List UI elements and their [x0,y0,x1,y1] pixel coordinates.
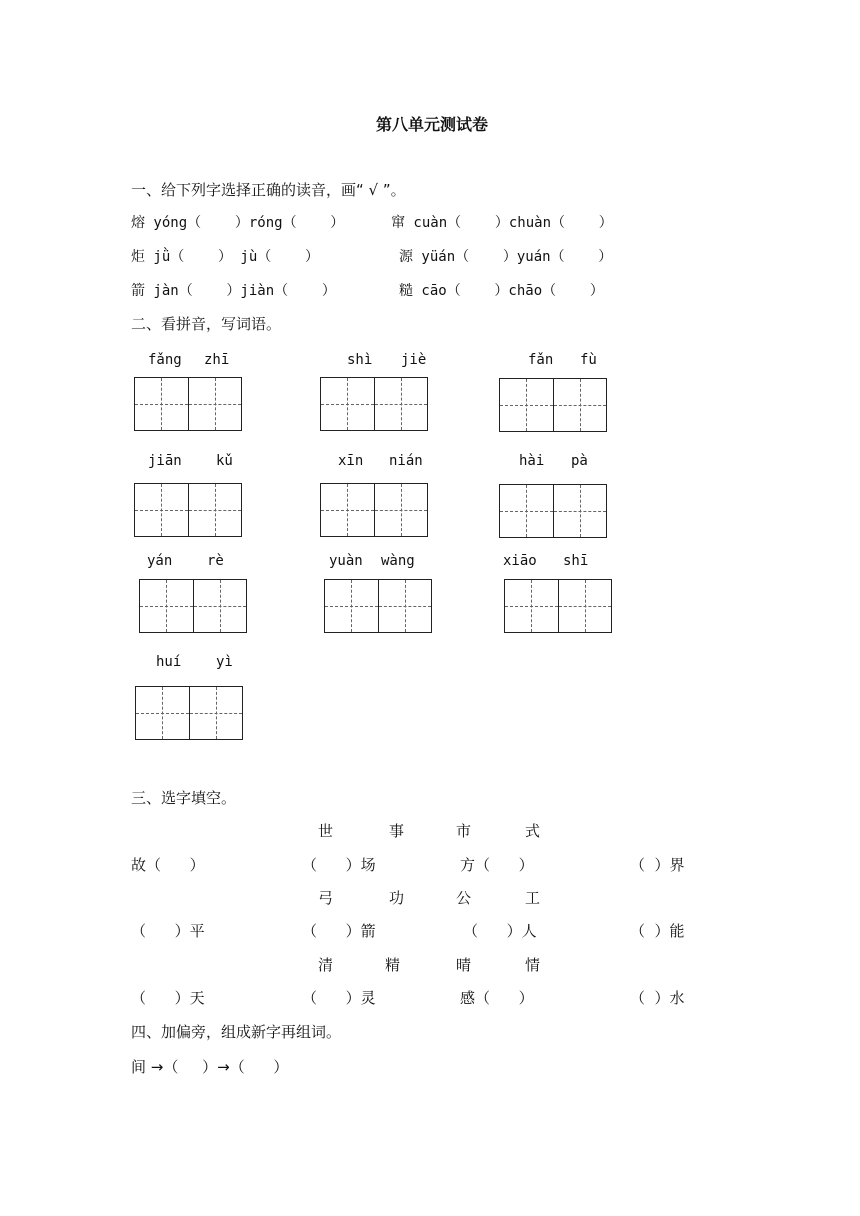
writing-grid[interactable] [499,484,607,538]
pinyin: yì [216,654,233,670]
choice-char: 工 [525,889,541,907]
fill-blank: （ ）界 [630,856,685,874]
fill-blank: 感（ ） [460,989,534,1007]
choice-char: 清 [318,956,334,974]
pinyin: shì [347,352,373,368]
writing-grid[interactable] [139,579,247,633]
grid-cell[interactable] [193,580,247,632]
pinyin: jiān [148,453,182,469]
writing-grid[interactable] [504,579,612,633]
grid-cell[interactable] [189,687,243,739]
grid-cell[interactable] [500,485,553,537]
grid-cell[interactable] [553,485,607,537]
pinyin: yán [147,553,173,569]
writing-grid[interactable] [320,483,428,537]
choice-char: 功 [389,889,405,907]
section1-row2-left: 炬 jǜ（ ） jù（ ） [131,249,320,265]
fill-blank: 方（ ） [460,856,534,874]
fill-blank: （ ）水 [630,989,685,1007]
pinyin: fǎn [528,352,554,368]
grid-cell[interactable] [188,484,242,536]
grid-cell[interactable] [321,378,374,430]
pinyin: jiè [401,352,427,368]
pinyin: hài [519,453,545,469]
pinyin: xīn [338,453,364,469]
section2-heading: 二、看拼音，写词语。 [131,315,282,333]
fill-blank: （ ）平 [131,922,205,940]
grid-cell[interactable] [374,378,428,430]
grid-cell[interactable] [374,484,428,536]
grid-cell[interactable] [188,378,242,430]
grid-cell[interactable] [500,379,553,431]
section4-line: 间 →（ ）→（ ） [131,1058,289,1076]
grid-cell[interactable] [135,378,188,430]
grid-cell[interactable] [558,580,612,632]
fill-blank: （ ）能 [630,922,685,940]
choice-char: 市 [456,822,472,840]
writing-grid[interactable] [134,377,242,431]
fill-blank: （ ）人 [463,922,537,940]
writing-grid[interactable] [135,686,243,740]
pinyin: wàng [381,553,415,569]
section1-row1-left: 熔 yóng（ ）róng（ ） [131,215,345,231]
pinyin: fǎng [148,352,182,368]
writing-grid[interactable] [134,483,242,537]
grid-cell[interactable] [136,687,189,739]
fill-blank: （ ）场 [302,856,376,874]
choice-char: 晴 [456,956,472,974]
choice-char: 式 [525,822,541,840]
section1-row3-left: 箭 jàn（ ）jiàn（ ） [131,283,336,299]
pinyin: pà [571,453,588,469]
pinyin: rè [207,553,224,569]
fill-blank: （ ）灵 [302,989,376,1007]
grid-cell[interactable] [553,379,607,431]
grid-cell[interactable] [135,484,188,536]
section1-heading: 一、给下列字选择正确的读音，画“ √ ”。 [131,181,406,199]
pinyin: huí [156,654,182,670]
choice-char: 弓 [318,889,334,907]
pinyin: xiāo [503,553,537,569]
pinyin: fù [580,352,597,368]
fill-blank: （ ）天 [131,989,205,1007]
choice-char: 事 [389,822,405,840]
grid-cell[interactable] [321,484,374,536]
grid-cell[interactable] [325,580,378,632]
grid-cell[interactable] [140,580,193,632]
fill-blank: 故（ ） [131,856,205,874]
section1-row3-right: 糙 cāo（ ）chāo（ ） [399,283,604,299]
pinyin: kǔ [216,453,233,469]
fill-blank: （ ）箭 [302,922,376,940]
pinyin: nián [389,453,423,469]
pinyin: zhī [204,352,230,368]
writing-grid[interactable] [324,579,432,633]
choice-char: 情 [525,956,541,974]
grid-cell[interactable] [378,580,432,632]
pinyin: shī [563,553,589,569]
section1-row1-right: 窜 cuàn（ ）chuàn（ ） [391,215,613,231]
choice-char: 世 [318,822,334,840]
section1-row2-right: 源 yüán（ ）yuán（ ） [399,249,613,265]
page-title: 第八单元测试卷 [376,115,489,134]
choice-char: 精 [385,956,401,974]
choice-char: 公 [456,889,472,907]
writing-grid[interactable] [320,377,428,431]
writing-grid[interactable] [499,378,607,432]
section4-heading: 四、加偏旁，组成新字再组词。 [131,1023,342,1041]
pinyin: yuàn [329,553,363,569]
grid-cell[interactable] [505,580,558,632]
section3-heading: 三、选字填空。 [131,789,237,807]
